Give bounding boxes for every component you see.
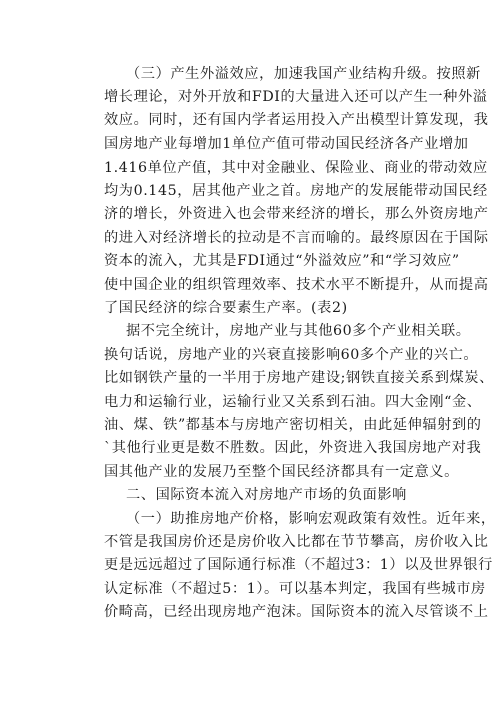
text-line: 使中国企业的组织管理效率、技术水平不断提升，从而提高: [104, 277, 489, 293]
text-line: 更是远远超过了国际通行标准（不超过3：1）以及世界银行: [104, 557, 493, 573]
text-line: 据不完全统计，房地产业与其他60多个产业相关联。: [126, 323, 471, 339]
text-line: 了国民经济的综合要素生产率。(表2): [104, 300, 348, 316]
text-line: 1.416单位产值，其中对金融业、保险业、商业的带动效应: [104, 160, 488, 176]
text-line: 不管是我国房价还是房价收入比都在节节攀高，房价收入比: [104, 534, 489, 550]
text-line: 认定标准（不超过5：1）。可以基本判定，我国有些城市房: [104, 581, 486, 597]
text-line: `其他行业更是数不胜数。因此，外资进入我国房地产对我: [104, 440, 482, 456]
section-heading: 二、国际资本流入对房地产市场的负面影响: [126, 487, 407, 503]
text-line: 电力和运输行业，运输行业又关系到石油。四大金刚“金、: [104, 394, 482, 410]
text-line: 济的增长，外资进入也会带来经济的增长，那么外资房地产: [104, 206, 489, 222]
text-line: 增长理论，对外开放和FDI的大量进入还可以产生一种外溢: [104, 89, 488, 105]
text-line: 比如钢铁产量的一半用于房地产建设;钢铁直接关系到煤炭、: [104, 370, 494, 386]
text-line: 价畸高，已经出现房地产泡沫。国际资本的流入尽管谈不上: [104, 604, 489, 620]
text-line: 资本的流入，尤其是FDI通过“外溢效应”和“学习效应”: [104, 253, 460, 269]
text-line: 国其他产业的发展乃至整个国民经济都具有一定意义。: [104, 464, 459, 480]
text-line: （三）产生外溢效应，加速我国产业结构升级。按照新: [126, 66, 481, 82]
text-line: 国房地产业每增加1单位产值可带动国民经济各产业增加: [104, 136, 469, 152]
text-line: 均为0.145，居其他产业之首。房地产的发展能带动国民经: [104, 183, 488, 199]
text-line: 效应。同时，还有国内学者运用投入产出模型计算发现，我: [104, 112, 489, 128]
text-line: 的进入对经济增长的拉动是不言而喻的。最终原因在于国际: [104, 230, 489, 246]
text-line: 油、煤、铁”都基本与房地产密切相关，由此延伸辐射到的: [104, 417, 482, 433]
text-line: 换句话说，房地产业的兴衰直接影响60多个产业的兴亡。: [104, 347, 479, 363]
text-line: （一）助推房地产价格，影响宏观政策有效性。近年来，: [126, 511, 496, 527]
